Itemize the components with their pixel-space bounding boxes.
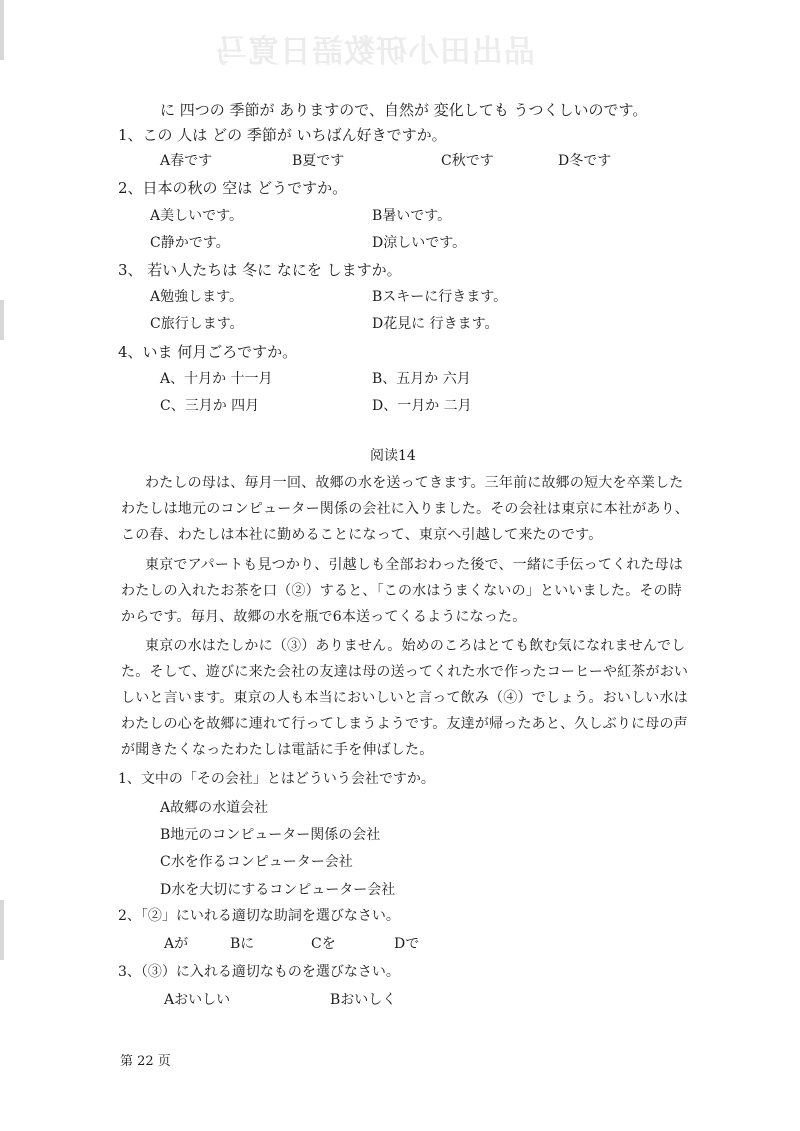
paragraph-line: わたしの母は、毎月一回、故郷の水を送ってきます。三年前に故郷の短大を卒業した: [145, 475, 684, 491]
paragraph-line: からです。毎月、故郷の水を瓶で6本送ってくるようになった。: [121, 609, 527, 625]
r3-option-b: Bおいしく: [330, 992, 397, 1008]
question-r1: 1、文中の「その会社」とはどういう会社ですか。: [118, 771, 435, 787]
bleed-through-header: 品出田小研数語日寛马: [215, 34, 535, 70]
q3-option-d: D花見に 行きます。: [372, 316, 499, 332]
intro-line: に 四つの 季節が ありますので、自然が 変化しても うつくしいのです。: [160, 101, 648, 119]
paragraph-line: この春、わたしは本社に勤めることになって、東京へ引越して来たのです。: [121, 527, 603, 543]
q3-option-b: Bスキーに行きます。: [372, 289, 508, 305]
q2-option-c: C静かです。: [150, 235, 230, 251]
q4-option-c: C、三月か 四月: [160, 398, 260, 414]
q4-option-b: B、五月か 六月: [372, 371, 471, 387]
q2-option-a: A美しいです。: [150, 208, 243, 224]
q4-option-a: A、十月か 十一月: [160, 371, 273, 387]
question-r2: 2、「②」にいれる適切な助詞を選びなさい。: [118, 908, 400, 924]
r2-option-a: Aが: [164, 936, 189, 952]
page-number: 第 22 页: [120, 1054, 171, 1069]
r1-option-c: C水を作るコンピューター会社: [160, 854, 353, 870]
paragraph-line: わたしの心を故郷に連れて行ってしまうようです。友達が帰ったあと、久しぶりに母の声: [121, 716, 688, 732]
q2-option-b: B暑いです。: [372, 208, 452, 224]
paragraph-line: わたしは地元のコンピューター関係の会社に入りました。その会社は東京に本社があり、: [121, 501, 689, 517]
scan-edge-mark: [0, 300, 4, 340]
question-2: 2、日本の秋の 空は どうですか。: [118, 179, 348, 197]
paragraph-line: 東京でアパートも見つかり、引越しも全部おわった後で、一緒に手伝ってくれた母は: [145, 557, 684, 573]
q3-option-c: C旅行します。: [150, 316, 244, 332]
paragraph-line: しいと言います。東京の人も本当においしいと言って飲み（④）でしょう。おいしい水は: [121, 690, 688, 706]
q1-option-b: B夏です: [292, 153, 345, 169]
r2-option-b: Bに: [230, 936, 255, 952]
scan-edge-mark: [0, 0, 4, 60]
r1-option-a: A故郷の水道会社: [160, 800, 269, 816]
section-title: 阅读14: [370, 448, 416, 464]
r2-option-c: Cを: [311, 936, 336, 952]
q1-option-c: C秋です: [441, 153, 494, 169]
q1-option-d: D冬です: [558, 153, 612, 169]
paragraph-line: 東京の水はたしかに（③）ありません。始めのころはとても飲む気になれませんでし: [145, 638, 686, 654]
q4-option-d: D、一月か 二月: [372, 398, 472, 414]
paragraph-line: が聞きたくなったわたしは電話に手を伸ばした。: [121, 742, 434, 758]
question-3: 3、 若い人たちは 冬に なにを しますか。: [118, 261, 402, 279]
r1-option-d: D水を大切にするコンピューター会社: [160, 882, 396, 898]
r3-option-a: Aおいしい: [164, 992, 231, 1008]
q3-option-a: A勉強します。: [150, 289, 243, 305]
question-1: 1、この 人は どの 季節が いちばん好きですか。: [118, 126, 447, 144]
question-r3: 3、（③）に入れる適切なものを選びなさい。: [118, 964, 400, 980]
q2-option-d: D涼しいです。: [372, 235, 467, 251]
r2-option-d: Dで: [394, 936, 420, 952]
r1-option-b: B地元のコンピューター関係の会社: [160, 827, 381, 843]
paragraph-line: わたしの入れたお茶を口（②）すると、「この水はうまくないの」といいました。その時: [121, 583, 682, 599]
scan-edge-mark: [0, 900, 4, 960]
paragraph-line: た。そして、遊びに来た会社の友達は母の送ってくれた水で作ったコーヒーや紅茶がおい: [121, 664, 689, 680]
q1-option-a: A春です: [160, 153, 213, 169]
question-4: 4、いま 何月ごろですか。: [118, 343, 298, 361]
